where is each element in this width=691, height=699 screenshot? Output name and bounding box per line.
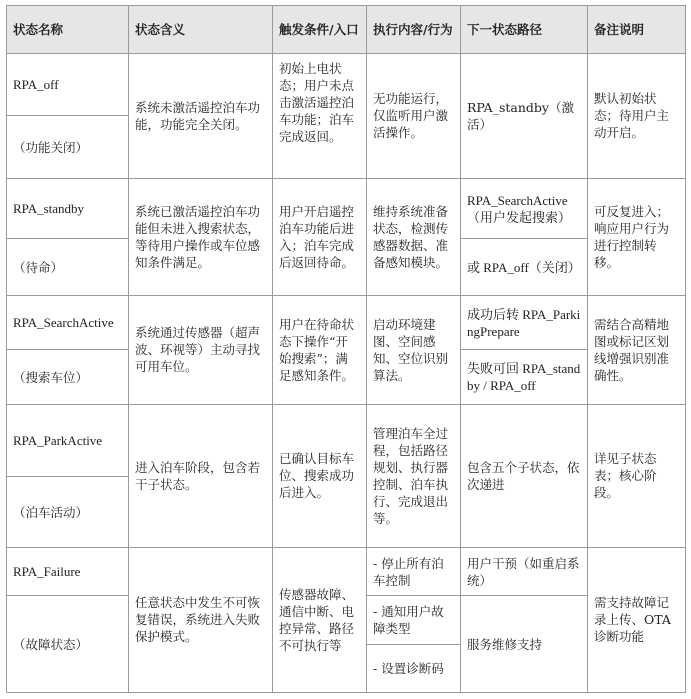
state-note: 可反复进入；响应用户行为进行控制转移。: [588, 178, 686, 295]
state-next: 包含五个子状态，依次递进: [461, 404, 588, 547]
state-trigger: 已确认目标车位、搜索成功后进入。: [273, 404, 367, 547]
state-next: 成功后转 RPA_ParkingPrepare: [461, 295, 588, 349]
state-note: 需结合高精地图或标记区划线增强识别准确性。: [588, 295, 686, 404]
header-next-state: 下一状态路径: [461, 6, 588, 54]
table-row: [7, 547, 686, 595]
header-state-name: 状态名称: [7, 6, 129, 54]
state-action: 管理泊车全过程，包括路径规划、执行器控制、泊车执行、完成退出等。: [367, 404, 461, 547]
state-action: - 通知用户故障类型: [367, 596, 461, 644]
table-row: [7, 295, 686, 349]
state-action: - 设置诊断码: [367, 644, 461, 692]
state-alias: （泊车活动）: [7, 477, 129, 548]
state-alias: （故障状态）: [7, 596, 129, 693]
state-note: 详见子状态表；核心阶段。: [588, 404, 686, 547]
state-action: - 停止所有泊车控制: [367, 547, 461, 595]
state-action: 启动环境建图、空间感知、空位识别算法。: [367, 295, 461, 404]
state-next: 服务维修支持: [461, 596, 588, 693]
state-name: RPA_standby: [7, 178, 129, 238]
state-alias: （功能关闭）: [7, 116, 129, 178]
header-note: 备注说明: [588, 6, 686, 54]
table-row: [7, 178, 686, 238]
state-name: RPA_SearchActive: [7, 295, 129, 349]
table-row: [7, 404, 686, 477]
header-action: 执行内容/行为: [367, 6, 461, 54]
state-note: 需支持故障记录上传、OTA 诊断功能: [588, 547, 686, 692]
state-action: 维持系统准备状态，检测传感器数据、准备感知模块。: [367, 178, 461, 295]
header-state-meaning: 状态含义: [129, 6, 273, 54]
state-trigger: 初始上电状态；用户未点击激活遥控泊车功能；泊车完成返回。: [273, 54, 367, 179]
state-next: 或 RPA_off（关闭）: [461, 239, 588, 295]
state-meaning: 系统未激活遥控泊车功能，功能完全关闭。: [129, 54, 273, 179]
state-meaning: 系统通过传感器（超声波、环视等）主动寻找可用车位。: [129, 295, 273, 404]
state-next: RPA_standby（激活）: [461, 54, 588, 179]
table-row: [7, 54, 686, 116]
state-next: 用户干预（如重启系统）: [461, 547, 588, 595]
state-note: 默认初始状态；待用户主动开启。: [588, 54, 686, 179]
state-action: 无功能运行，仅监听用户激活操作。: [367, 54, 461, 179]
state-name: RPA_off: [7, 54, 129, 116]
state-next: 失败可回 RPA_standby / RPA_off: [461, 350, 588, 404]
state-trigger: 用户在待命状态下操作“开始搜索”；满足感知条件。: [273, 295, 367, 404]
table-header-row: [7, 6, 686, 54]
state-table: [6, 5, 686, 693]
state-trigger: 用户开启遥控泊车功能后进入；泊车完成后返回待命。: [273, 178, 367, 295]
state-meaning: 任意状态中发生不可恢复错误，系统进入失败保护模式。: [129, 547, 273, 692]
state-next: RPA_SearchActive（用户发起搜索）: [461, 178, 588, 238]
state-meaning: 系统已激活遥控泊车功能但未进入搜索状态，等待用户操作或车位感知条件满足。: [129, 178, 273, 295]
state-alias: （搜索车位）: [7, 350, 129, 404]
state-name: RPA_Failure: [7, 547, 129, 595]
header-trigger: 触发条件/入口: [273, 6, 367, 54]
state-name: RPA_ParkActive: [7, 404, 129, 477]
state-alias: （待命）: [7, 239, 129, 295]
state-trigger: 传感器故障、通信中断、电控异常、路径不可执行等: [273, 547, 367, 692]
state-meaning: 进入泊车阶段，包含若干子状态。: [129, 404, 273, 547]
